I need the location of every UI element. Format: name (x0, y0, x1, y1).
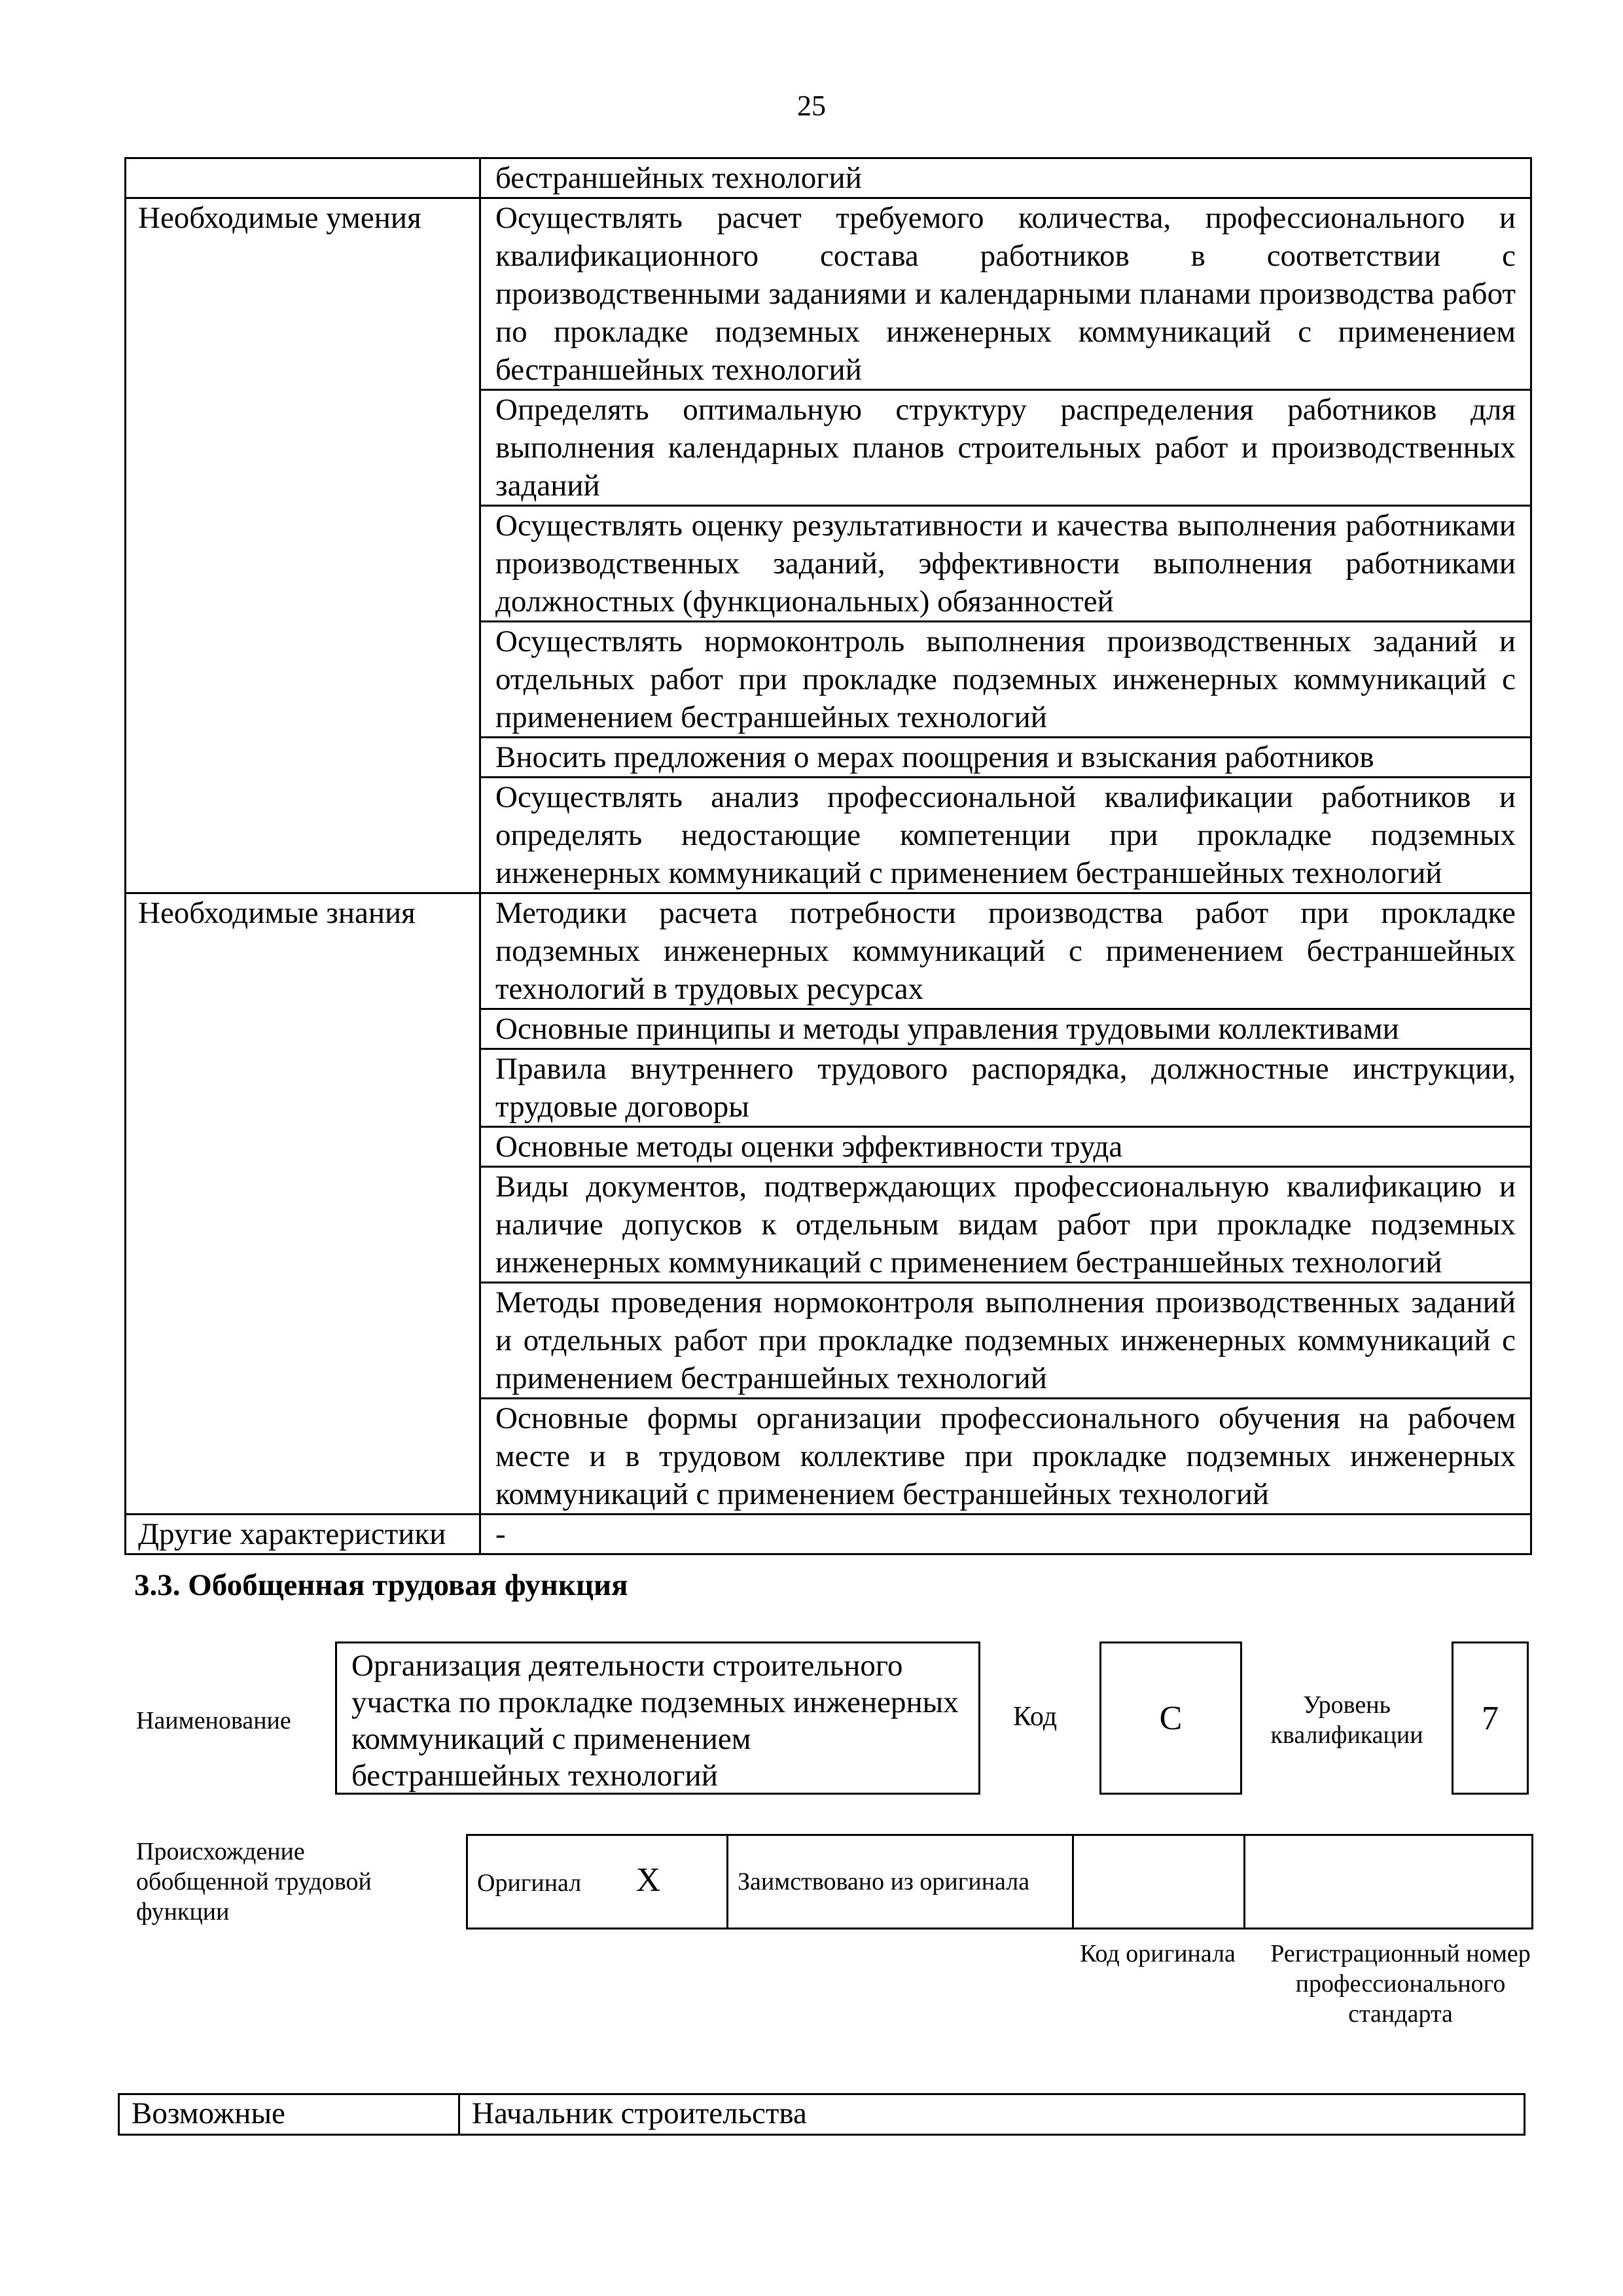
row-value: Осуществлять оценку результативности и качества выполнения работниками производственных заданий, эффективности выполнения работниками должностных (функциональных) обязанностей (480, 506, 1531, 622)
origin-original-cell (467, 1835, 728, 1929)
original-mark: X (635, 1861, 661, 1899)
reg-number-caption: Регистрационный номер профессионального стандарта (1270, 1940, 1531, 2028)
row-label: Необходимые умения (126, 198, 480, 893)
page-number: 25 (797, 90, 826, 122)
origin-code-cell (1073, 1835, 1245, 1929)
code-label: Код (1013, 1702, 1058, 1732)
origin-reg-number-cell (1245, 1835, 1533, 1929)
name-label: Наименование (136, 1707, 291, 1734)
knowledge-row (126, 893, 1531, 1009)
qualification-level-box: 7 (1452, 1641, 1529, 1795)
possible-label: Возможные (119, 2094, 459, 2135)
row-value: Осуществлять нормоконтроль выполнения производственных заданий и отдельных работ при прокладке подземных инженерных коммуникаций с применением бестраншейных технологий (480, 622, 1531, 738)
continuation-row (126, 158, 1531, 198)
original-label: Оригинал (477, 1869, 582, 1897)
row-value: Виды документов, подтверждающих профессиональную квалификацию и наличие допусков к отдельным видам работ при прокладке подземных инженерных коммуникаций с применением бестраншейных технологий (480, 1167, 1531, 1283)
row-value: Осуществлять анализ профессиональной квалификации работников и определять недостающие компетенции при прокладке подземных инженерных коммуникаций с применением бестраншейных технологий (480, 778, 1531, 893)
code-caption: Код оригинала (1080, 1940, 1236, 1967)
row-label: Необходимые знания (126, 893, 480, 1515)
row-value: Методики расчета потребности производства работ при прокладке подземных инженерных коммуникаций с применением бестраншейных технологий в трудовых ресурсах (480, 893, 1531, 1009)
row-label: Другие характеристики (126, 1515, 480, 1554)
possible-positions-table (118, 2093, 1525, 2136)
row-value: Основные формы организации профессионального обучения на рабочем месте и в трудовом коллективе при прокладке подземных инженерных коммуникаций с применением бестраншейных технологий (480, 1399, 1531, 1515)
row-value: Основные принципы и методы управления трудовыми коллективами (480, 1009, 1531, 1049)
row-value: Определять оптимальную структуру распределения работников для выполнения календарных планов строительных работ и производственных заданий (480, 390, 1531, 506)
row-value: Правила внутреннего трудового распорядка, должностные инструкции, трудовые договоры (480, 1049, 1531, 1127)
row-label (126, 158, 480, 198)
row-value: бестраншейных технологий (480, 158, 1531, 198)
row-value: Осуществлять расчет требуемого количества, профессионального и квалификационного состава работников в соответствии с производственными заданиями и календарными планами производства работ по прокладке подземных инженерных коммуникаций с применением бестраншейных технологий (480, 198, 1531, 390)
function-code-box: C (1099, 1641, 1242, 1795)
row-value: Вносить предложения о мерах поощрения и взыскания работников (480, 738, 1531, 778)
origin-label: Происхождение обобщенной трудовой функции (136, 1838, 372, 1926)
other-characteristics-row (126, 1515, 1531, 1554)
possible-value: Начальник строительства (459, 2094, 1525, 2135)
row-value: Основные методы оценки эффективности труда (480, 1127, 1531, 1167)
origin-table (466, 1834, 1533, 1929)
section-title: 3.3. Обобщенная трудовая функция (134, 1568, 628, 1602)
row-value: - (480, 1515, 1531, 1554)
skills-knowledge-table (124, 157, 1532, 1555)
skill-row (126, 198, 1531, 390)
origin-borrowed-cell: Заимствовано из оригинала (728, 1835, 1073, 1929)
row-value: Методы проведения нормоконтроля выполнения производственных заданий и отдельных работ при прокладке подземных инженерных коммуникаций с применением бестраншейных технологий (480, 1283, 1531, 1399)
qualification-level-label: Уровень квалификации (1270, 1691, 1423, 1749)
function-name-box: Организация деятельности строительного участка по прокладке подземных инженерных коммуникаций с применением бестраншейных технологий (335, 1641, 980, 1795)
